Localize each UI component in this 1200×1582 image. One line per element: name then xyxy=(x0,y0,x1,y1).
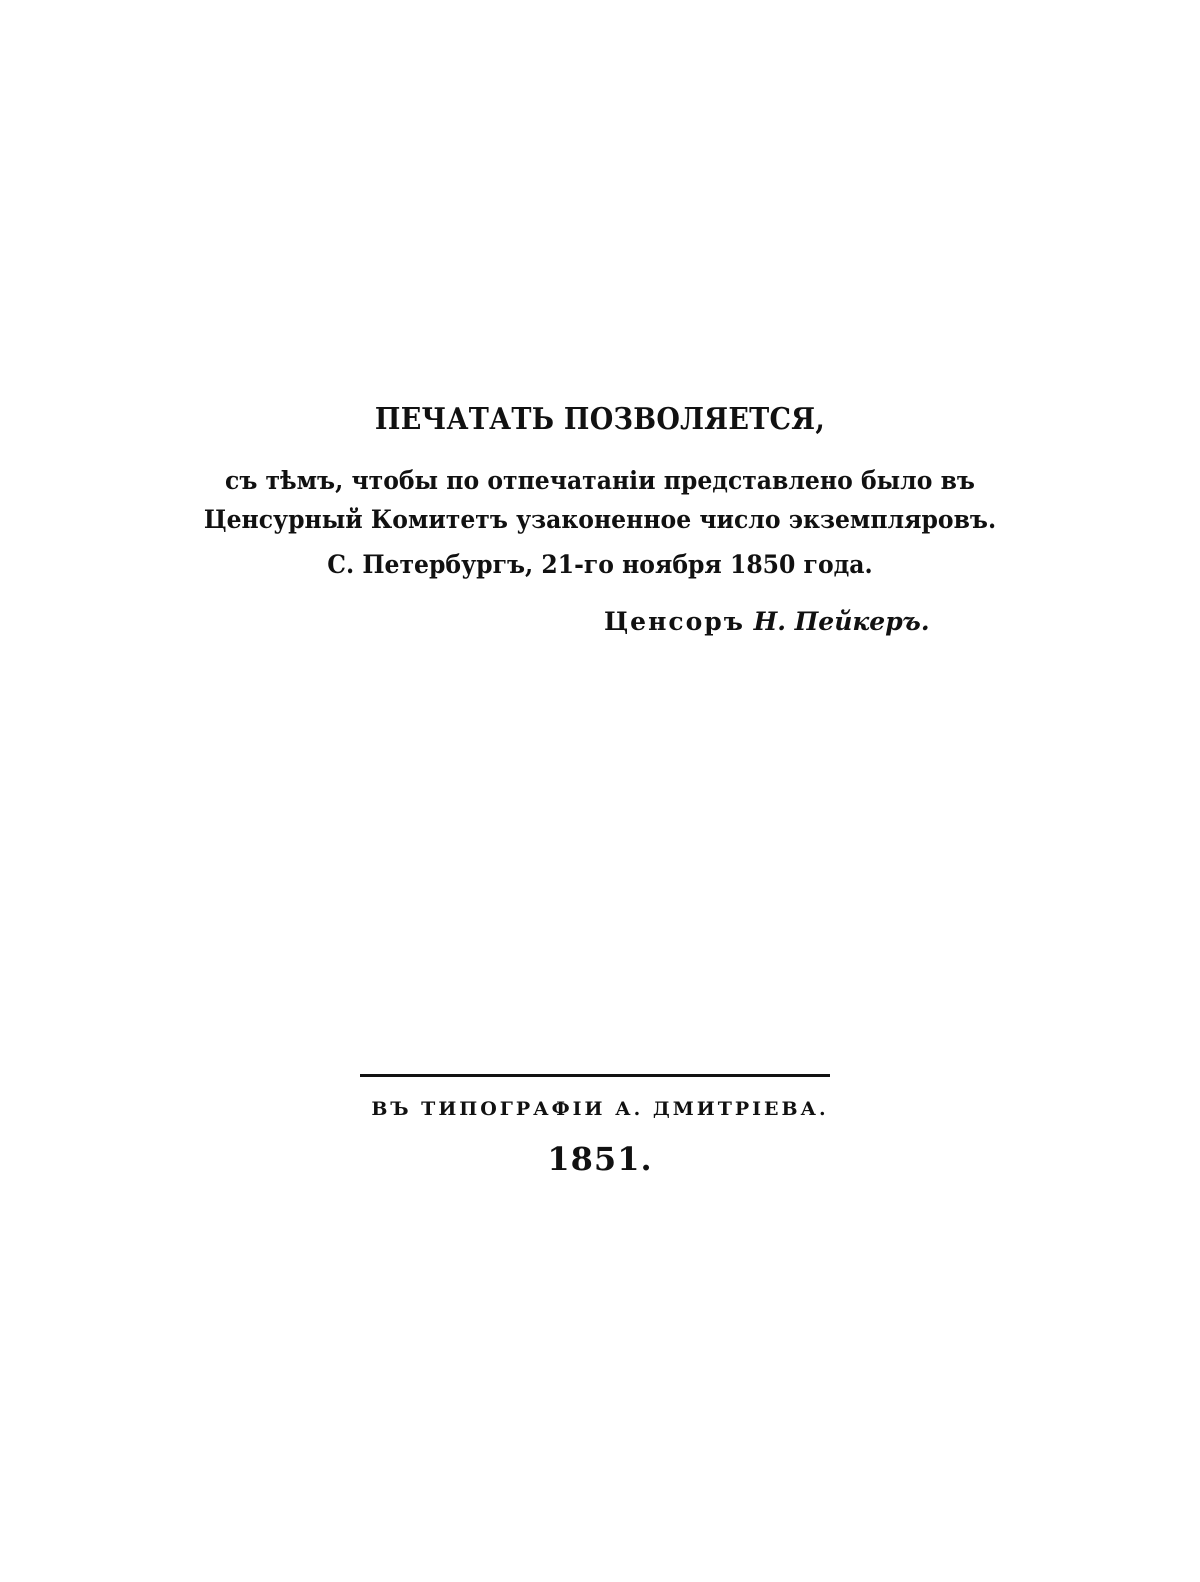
permission-heading: ПЕЧАТАТЬ ПОЗВОЛЯЕТСЯ, xyxy=(374,402,826,437)
separator-rule xyxy=(360,1074,830,1077)
censor-name: Н. Пейкеръ. xyxy=(753,607,930,636)
censor-signature xyxy=(604,607,930,636)
censor-title: Ценсоръ xyxy=(604,607,745,636)
publication-year: 1851. xyxy=(547,1140,653,1178)
permission-text-line-1: съ тѣмъ, чтобы по отпечатанiи представлено было въ xyxy=(225,466,975,495)
printer-imprint: ВЪ ТИПОГРАФIИ А. ДМИТРIЕВА. xyxy=(371,1098,829,1120)
place-and-date: С. Петербургъ, 21-го ноября 1850 года. xyxy=(327,550,873,579)
permission-text-line-2: Ценсурный Комитетъ узаконенное число экземпляровъ. xyxy=(203,505,997,534)
